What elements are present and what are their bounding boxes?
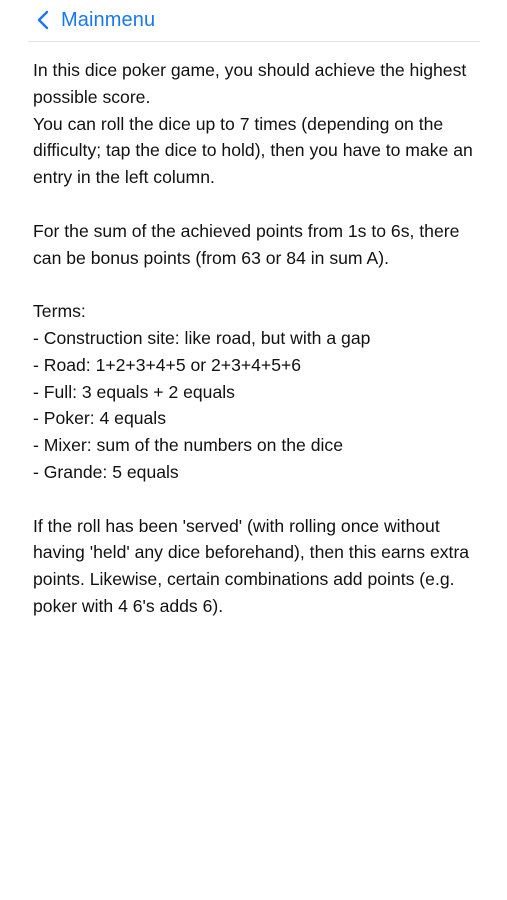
navigation-bar (28, 0, 480, 42)
intro-paragraph-2: You can roll the dice up to 7 times (depending on the difficulty; tap the dice to hold), then you have to make an entry in the left column. (33, 113, 473, 188)
served-paragraph: If the roll has been 'served' (with rolling once without having 'held' any dice beforehand), then this earns extra points. Likewise, certain combinations add points (e.g. poker with 4 6's adds 6). (33, 515, 470, 616)
spacer (33, 486, 483, 513)
spacer (33, 271, 483, 298)
term-road: - Road: 1+2+3+4+5 or 2+3+4+5+6 (33, 354, 302, 375)
term-full: - Full: 3 equals + 2 equals (33, 381, 235, 402)
spacer (33, 191, 483, 218)
term-grande: - Grande: 5 equals (33, 461, 179, 482)
instructions-content (33, 57, 483, 620)
terms-title: Terms: (33, 301, 86, 322)
terms-list (33, 325, 483, 486)
back-button[interactable] (36, 7, 155, 33)
back-button-label: Mainmenu (61, 9, 156, 31)
term-mixer: - Mixer: sum of the numbers on the dice (33, 435, 343, 456)
intro-paragraph-1: In this dice poker game, you should achieve the highest possible score. (33, 60, 467, 107)
bonus-paragraph: For the sum of the achieved points from 1s to 6s, there can be bonus points (from 63 or 84 in sum A). (33, 220, 460, 268)
term-construction-site: - Construction site: like road, but with a gap (33, 327, 371, 348)
chevron-left-icon (36, 10, 50, 30)
term-poker: - Poker: 4 equals (33, 408, 167, 429)
